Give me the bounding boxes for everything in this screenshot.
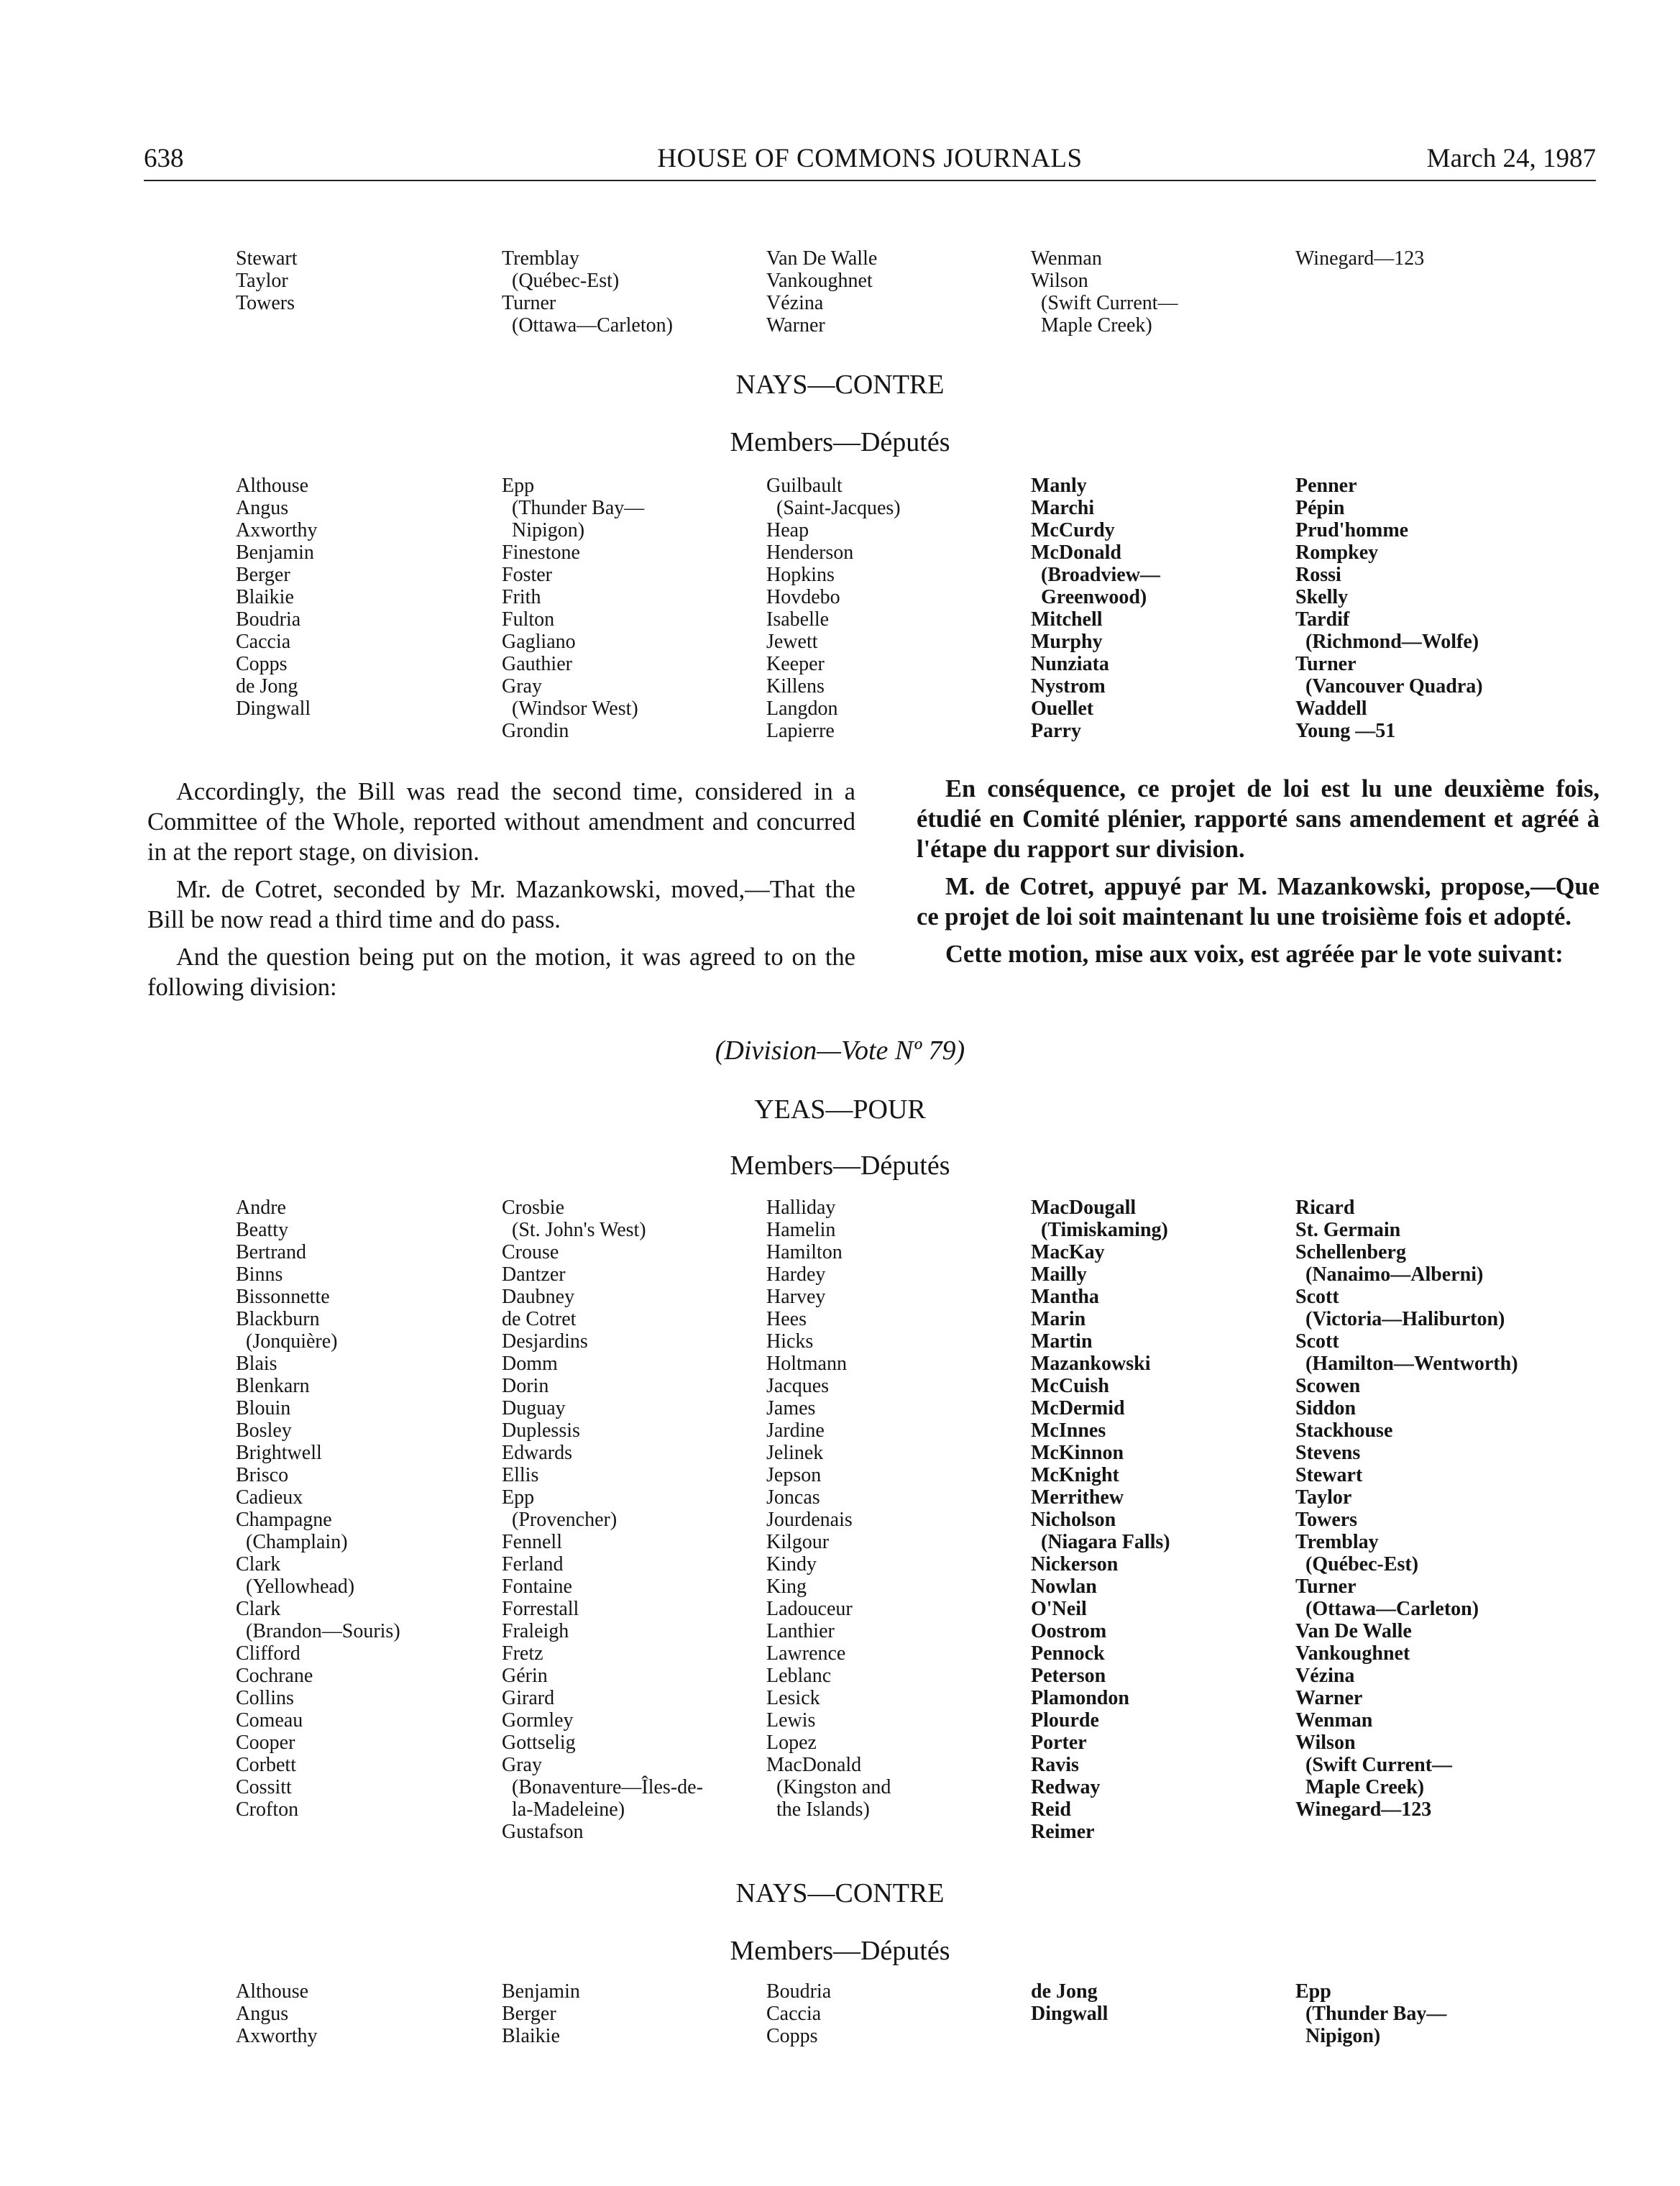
member-name: Manly bbox=[1031, 475, 1087, 497]
member-name: (Swift Current— bbox=[1295, 1754, 1453, 1776]
member-name: Collins bbox=[236, 1687, 294, 1709]
member-name: Copps bbox=[766, 2025, 818, 2047]
member-name: Lanthier bbox=[766, 1620, 835, 1642]
member-name: Girard bbox=[502, 1687, 555, 1709]
member-name: Crofton bbox=[236, 1798, 299, 1821]
member-name: de Jong bbox=[236, 675, 298, 698]
member-name: Berger bbox=[236, 564, 290, 586]
member-name: Cadieux bbox=[236, 1486, 303, 1509]
name-column bbox=[1295, 1197, 1518, 1821]
member-name: Nowlan bbox=[1031, 1576, 1097, 1598]
paragraph: Accordingly, the Bill was read the second time, considered in a Committee of the Whole, reported without amendment and concurred in at the report stage, on division. bbox=[147, 778, 855, 866]
member-name: Hopkins bbox=[766, 564, 835, 586]
member-name: (Bonaventure—Îles-de- bbox=[502, 1776, 703, 1798]
member-name: la-Madeleine) bbox=[502, 1798, 625, 1821]
member-name: Turner bbox=[502, 292, 556, 314]
member-name: Blais bbox=[236, 1353, 277, 1375]
member-name: Jepson bbox=[766, 1464, 822, 1486]
member-name: (Québec-Est) bbox=[1295, 1553, 1419, 1576]
member-name: Axworthy bbox=[236, 2025, 318, 2047]
member-name: (Champlain) bbox=[236, 1531, 348, 1553]
member-name: St. Germain bbox=[1295, 1219, 1401, 1241]
paragraph: Mr. de Cotret, seconded by Mr. Mazankowski, moved,—That the Bill be now read a third time and do pass. bbox=[147, 876, 855, 933]
member-name: Lawrence bbox=[766, 1642, 846, 1665]
nays-heading: NAYS—CONTRE bbox=[735, 1878, 945, 1908]
name-column bbox=[502, 247, 673, 337]
member-name: Tremblay bbox=[1295, 1531, 1379, 1553]
member-name: Frith bbox=[502, 586, 541, 608]
member-name: (Saint-Jacques) bbox=[766, 497, 901, 519]
member-name: Gray bbox=[502, 675, 542, 698]
member-name: Martin bbox=[1031, 1330, 1093, 1353]
name-column bbox=[502, 1980, 580, 2047]
member-name: Keeper bbox=[766, 653, 825, 675]
member-name: Nipigon) bbox=[1295, 2025, 1381, 2047]
member-name: Corbett bbox=[236, 1754, 296, 1776]
member-name: Mitchell bbox=[1031, 608, 1103, 631]
journal-date: March 24, 1987 bbox=[1426, 144, 1596, 173]
member-name: Winegard—123 bbox=[1295, 1798, 1432, 1821]
member-name: Nicholson bbox=[1031, 1509, 1116, 1531]
member-name: Nickerson bbox=[1031, 1553, 1119, 1576]
member-name: Gagliano bbox=[502, 631, 576, 653]
member-name: O'Neil bbox=[1031, 1598, 1087, 1620]
paragraph: And the question being put on the motion, it was agreed to on the following division: bbox=[147, 943, 855, 1001]
member-name: Clark bbox=[236, 1598, 281, 1620]
member-name: Henderson bbox=[766, 541, 854, 564]
member-name: MacDougall bbox=[1031, 1197, 1137, 1219]
member-name: the Islands) bbox=[766, 1798, 870, 1821]
member-name: Blenkarn bbox=[236, 1375, 310, 1397]
name-column bbox=[766, 1980, 831, 2047]
member-name: Ricard bbox=[1295, 1197, 1355, 1219]
member-name: de Cotret bbox=[502, 1308, 577, 1330]
member-name: Binns bbox=[236, 1263, 283, 1286]
member-name: Blackburn bbox=[236, 1308, 320, 1330]
paragraph: M. de Cotret, appuyé par M. Mazankowski, propose,—Que ce projet de loi soit maintenant lu une troisième fois et adopté. bbox=[917, 873, 1599, 930]
member-name: Brisco bbox=[236, 1464, 289, 1486]
member-name: Angus bbox=[236, 497, 289, 519]
member-name: Epp bbox=[502, 475, 535, 497]
member-name: (Hamilton—Wentworth) bbox=[1295, 1353, 1518, 1375]
member-name: Epp bbox=[1295, 1980, 1331, 2003]
member-name: James bbox=[766, 1397, 816, 1419]
member-name: (Thunder Bay— bbox=[502, 497, 645, 519]
member-name: MacKay bbox=[1031, 1241, 1105, 1263]
member-name: Boudria bbox=[766, 1980, 832, 2003]
member-name: Dingwall bbox=[1031, 2003, 1108, 2025]
member-name: Daubney bbox=[502, 1286, 575, 1308]
member-name: Jourdenais bbox=[766, 1509, 853, 1531]
member-name: Fretz bbox=[502, 1642, 543, 1665]
member-name: Fennell bbox=[502, 1531, 562, 1553]
member-name: Maple Creek) bbox=[1295, 1776, 1425, 1798]
member-name: Pennock bbox=[1031, 1642, 1105, 1665]
member-name: Vankoughnet bbox=[1295, 1642, 1410, 1665]
member-name: McKnight bbox=[1031, 1464, 1119, 1486]
members-subheading: Members—Députés bbox=[730, 1151, 950, 1181]
journal-title: HOUSE OF COMMONS JOURNALS bbox=[657, 144, 1083, 173]
member-name: Ravis bbox=[1031, 1754, 1079, 1776]
member-name: Vankoughnet bbox=[766, 270, 873, 292]
member-name: Jacques bbox=[766, 1375, 830, 1397]
member-name: Gustafson bbox=[502, 1821, 584, 1843]
member-name: Cochrane bbox=[236, 1665, 313, 1687]
member-name: Hamelin bbox=[766, 1219, 836, 1241]
member-name: (Jonquière) bbox=[236, 1330, 338, 1353]
member-name: Winegard—123 bbox=[1295, 247, 1425, 270]
english-text bbox=[147, 777, 855, 1010]
member-name: (Timiskaming) bbox=[1031, 1219, 1168, 1241]
member-name: Guilbault bbox=[766, 475, 843, 497]
member-name: Blaikie bbox=[236, 586, 294, 608]
member-name: Jelinek bbox=[766, 1442, 824, 1464]
name-column bbox=[236, 247, 298, 314]
member-name: Hovdebo bbox=[766, 586, 840, 608]
member-name: Edwards bbox=[502, 1442, 572, 1464]
member-name: Dorin bbox=[502, 1375, 549, 1397]
paragraph: Cette motion, mise aux voix, est agréée par le vote suivant: bbox=[945, 941, 1564, 968]
member-name: Warner bbox=[766, 314, 825, 337]
member-name: Gérin bbox=[502, 1665, 548, 1687]
member-name: Murphy bbox=[1031, 631, 1103, 653]
member-name: Crouse bbox=[502, 1241, 559, 1263]
member-name: Young —51 bbox=[1295, 720, 1396, 742]
member-name: (Nanaimo—Alberni) bbox=[1295, 1263, 1484, 1286]
member-name: Ellis bbox=[502, 1464, 539, 1486]
member-name: Hicks bbox=[766, 1330, 814, 1353]
member-name: Comeau bbox=[236, 1709, 303, 1732]
member-name: Fontaine bbox=[502, 1576, 572, 1598]
name-column bbox=[1295, 1980, 1446, 2047]
member-name: Vézina bbox=[1295, 1665, 1355, 1687]
member-name: Boudria bbox=[236, 608, 301, 631]
member-name: Mazankowski bbox=[1031, 1353, 1151, 1375]
member-name: (Ottawa—Carleton) bbox=[502, 314, 673, 337]
member-name: Foster bbox=[502, 564, 552, 586]
member-name: Hees bbox=[766, 1308, 807, 1330]
member-name: Penner bbox=[1295, 475, 1357, 497]
member-name: Jardine bbox=[766, 1419, 825, 1442]
member-name: Harvey bbox=[766, 1286, 826, 1308]
member-name: Marin bbox=[1031, 1308, 1086, 1330]
member-name: Bosley bbox=[236, 1419, 292, 1442]
member-name: Scowen bbox=[1295, 1375, 1361, 1397]
member-name: Warner bbox=[1295, 1687, 1363, 1709]
member-name: Leblanc bbox=[766, 1665, 832, 1687]
name-column bbox=[766, 247, 877, 337]
member-name: Gormley bbox=[502, 1709, 574, 1732]
member-name: (Vancouver Quadra) bbox=[1295, 675, 1483, 698]
member-name: Bissonnette bbox=[236, 1286, 330, 1308]
member-name: Berger bbox=[502, 2003, 556, 2025]
member-name: McInnes bbox=[1031, 1419, 1106, 1442]
name-column bbox=[1031, 247, 1178, 337]
name-column bbox=[766, 475, 901, 742]
members-subheading: Members—Députés bbox=[730, 1936, 950, 1966]
member-name: Peterson bbox=[1031, 1665, 1106, 1687]
member-name: Axworthy bbox=[236, 519, 318, 541]
member-name: Blaikie bbox=[502, 2025, 560, 2047]
member-name: Lapierre bbox=[766, 720, 835, 742]
member-name: Wilson bbox=[1031, 270, 1088, 292]
member-name: Ouellet bbox=[1031, 698, 1094, 720]
member-name: Beatty bbox=[236, 1219, 289, 1241]
member-name: (Ottawa—Carleton) bbox=[1295, 1598, 1479, 1620]
member-name: Clark bbox=[236, 1553, 281, 1576]
member-name: Porter bbox=[1031, 1732, 1087, 1754]
member-name: Gottselig bbox=[502, 1732, 576, 1754]
member-name: Stackhouse bbox=[1295, 1419, 1393, 1442]
header-rule bbox=[144, 180, 1596, 181]
member-name: Stewart bbox=[236, 247, 298, 270]
member-name: McDermid bbox=[1031, 1397, 1125, 1419]
member-name: Greenwood) bbox=[1031, 586, 1147, 608]
member-name: Angus bbox=[236, 2003, 289, 2025]
member-name: Gray bbox=[502, 1754, 542, 1776]
member-name: Tremblay bbox=[502, 247, 579, 270]
member-name: Redway bbox=[1031, 1776, 1101, 1798]
member-name: Stevens bbox=[1295, 1442, 1361, 1464]
member-name: Kindy bbox=[766, 1553, 817, 1576]
member-name: Vézina bbox=[766, 292, 824, 314]
name-column bbox=[1295, 475, 1483, 742]
member-name: Finestone bbox=[502, 541, 580, 564]
member-name: Halliday bbox=[766, 1197, 836, 1219]
member-name: Rompkey bbox=[1295, 541, 1379, 564]
member-name: de Jong bbox=[1031, 1980, 1098, 2003]
member-name: Benjamin bbox=[236, 541, 314, 564]
name-column bbox=[502, 1197, 703, 1843]
yeas-heading: YEAS—POUR bbox=[754, 1094, 926, 1125]
member-name: McDonald bbox=[1031, 541, 1121, 564]
member-name: Siddon bbox=[1295, 1397, 1357, 1419]
member-name: Blouin bbox=[236, 1397, 291, 1419]
member-name: Cossitt bbox=[236, 1776, 292, 1798]
member-name: McKinnon bbox=[1031, 1442, 1124, 1464]
member-name: Stewart bbox=[1295, 1464, 1363, 1486]
division-title: (Division—Vote Nº 79) bbox=[715, 1035, 965, 1066]
member-name: Mantha bbox=[1031, 1286, 1099, 1308]
page-header bbox=[144, 142, 1596, 186]
member-name: (Québec-Est) bbox=[502, 270, 620, 292]
member-name: Holtmann bbox=[766, 1353, 847, 1375]
member-name: Wilson bbox=[1295, 1732, 1356, 1754]
member-name: Grondin bbox=[502, 720, 569, 742]
member-name: Maple Creek) bbox=[1031, 314, 1152, 337]
name-column bbox=[1031, 1197, 1170, 1843]
member-name: Scott bbox=[1295, 1286, 1339, 1308]
member-name: (Swift Current— bbox=[1031, 292, 1178, 314]
member-name: Clifford bbox=[236, 1642, 300, 1665]
member-name: Hamilton bbox=[766, 1241, 843, 1263]
member-name: Plamondon bbox=[1031, 1687, 1129, 1709]
member-name: Althouse bbox=[236, 1980, 309, 2003]
member-name: Domm bbox=[502, 1353, 558, 1375]
member-name: Caccia bbox=[766, 2003, 822, 2025]
paragraph: En conséquence, ce projet de loi est lu une deuxième fois, étudié en Comité plénier, rapporté sans amendement et agréé à l'étape du rapport sur division. bbox=[917, 775, 1599, 863]
member-name: Fraleigh bbox=[502, 1620, 569, 1642]
member-name: Reimer bbox=[1031, 1821, 1095, 1843]
member-name: Brightwell bbox=[236, 1442, 322, 1464]
member-name: Waddell bbox=[1295, 698, 1367, 720]
member-name: Crosbie bbox=[502, 1197, 565, 1219]
name-column bbox=[502, 475, 644, 742]
member-name: Isabelle bbox=[766, 608, 830, 631]
member-name: Merrithew bbox=[1031, 1486, 1124, 1509]
member-name: Mailly bbox=[1031, 1263, 1087, 1286]
french-text bbox=[917, 774, 1599, 977]
member-name: Duplessis bbox=[502, 1419, 580, 1442]
member-name: Scott bbox=[1295, 1330, 1339, 1353]
member-name: Towers bbox=[236, 292, 295, 314]
member-name: (Broadview— bbox=[1031, 564, 1160, 586]
member-name: Kilgour bbox=[766, 1531, 830, 1553]
name-column bbox=[766, 1197, 891, 1821]
member-name: Wenman bbox=[1295, 1709, 1373, 1732]
member-name: Killens bbox=[766, 675, 825, 698]
member-name: Dingwall bbox=[236, 698, 311, 720]
member-name: Lopez bbox=[766, 1732, 817, 1754]
member-name: Duguay bbox=[502, 1397, 566, 1419]
member-name: Marchi bbox=[1031, 497, 1095, 519]
member-name: Althouse bbox=[236, 475, 309, 497]
member-name: Epp bbox=[502, 1486, 535, 1509]
member-name: Turner bbox=[1295, 653, 1357, 675]
member-name: Schellenberg bbox=[1295, 1241, 1406, 1263]
member-name: Benjamin bbox=[502, 1980, 580, 2003]
member-name: Ferland bbox=[502, 1553, 564, 1576]
member-name: (Windsor West) bbox=[502, 698, 638, 720]
member-name: MacDonald bbox=[766, 1754, 862, 1776]
member-name: Nunziata bbox=[1031, 653, 1109, 675]
member-name: McCurdy bbox=[1031, 519, 1115, 541]
member-name: (Kingston and bbox=[766, 1776, 891, 1798]
name-column bbox=[236, 1197, 400, 1821]
member-name: Tardif bbox=[1295, 608, 1350, 631]
member-name: Lewis bbox=[766, 1709, 816, 1732]
member-name: Cooper bbox=[236, 1732, 295, 1754]
member-name: Prud'homme bbox=[1295, 519, 1409, 541]
member-name: Langdon bbox=[766, 698, 838, 720]
member-name: (Thunder Bay— bbox=[1295, 2003, 1447, 2025]
member-name: Skelly bbox=[1295, 586, 1349, 608]
page-number: 638 bbox=[144, 144, 184, 173]
member-name: Copps bbox=[236, 653, 288, 675]
member-name: Taylor bbox=[236, 270, 288, 292]
member-name: Lesick bbox=[766, 1687, 820, 1709]
member-name: King bbox=[766, 1576, 807, 1598]
member-name: Jewett bbox=[766, 631, 818, 653]
name-column bbox=[236, 475, 318, 720]
member-name: Turner bbox=[1295, 1576, 1357, 1598]
nays-heading: NAYS—CONTRE bbox=[735, 370, 945, 400]
member-name: (Victoria—Haliburton) bbox=[1295, 1308, 1505, 1330]
name-column bbox=[1031, 1980, 1108, 2025]
member-name: Oostrom bbox=[1031, 1620, 1107, 1642]
member-name: (Richmond—Wolfe) bbox=[1295, 631, 1479, 653]
member-name: Caccia bbox=[236, 631, 291, 653]
member-name: Fulton bbox=[502, 608, 555, 631]
member-name: Rossi bbox=[1295, 564, 1341, 586]
member-name: Andre bbox=[236, 1197, 286, 1219]
member-name: Van De Walle bbox=[766, 247, 878, 270]
member-name: Taylor bbox=[1295, 1486, 1352, 1509]
name-column bbox=[1031, 475, 1160, 742]
member-name: Nystrom bbox=[1031, 675, 1106, 698]
member-name: Hardey bbox=[766, 1263, 826, 1286]
name-column bbox=[1295, 247, 1424, 270]
member-name: Forrestall bbox=[502, 1598, 579, 1620]
member-name: McCuish bbox=[1031, 1375, 1109, 1397]
member-name: Plourde bbox=[1031, 1709, 1099, 1732]
member-name: (Yellowhead) bbox=[236, 1576, 355, 1598]
member-name: Joncas bbox=[766, 1486, 820, 1509]
member-name: Towers bbox=[1295, 1509, 1358, 1531]
member-name: (Niagara Falls) bbox=[1031, 1531, 1170, 1553]
member-name: Wenman bbox=[1031, 247, 1102, 270]
member-name: Dantzer bbox=[502, 1263, 566, 1286]
name-column bbox=[236, 1980, 318, 2047]
member-name: Heap bbox=[766, 519, 809, 541]
member-name: Van De Walle bbox=[1295, 1620, 1412, 1642]
member-name: (Brandon—Souris) bbox=[236, 1620, 400, 1642]
member-name: (St. John's West) bbox=[502, 1219, 646, 1241]
member-name: Ladouceur bbox=[766, 1598, 853, 1620]
member-name: Bertrand bbox=[236, 1241, 306, 1263]
member-name: Reid bbox=[1031, 1798, 1071, 1821]
member-name: (Provencher) bbox=[502, 1509, 618, 1531]
member-name: Desjardins bbox=[502, 1330, 588, 1353]
member-name: Nipigon) bbox=[502, 519, 585, 541]
member-name: Champagne bbox=[236, 1509, 332, 1531]
member-name: Pépin bbox=[1295, 497, 1345, 519]
member-name: Parry bbox=[1031, 720, 1081, 742]
members-subheading: Members—Députés bbox=[730, 427, 950, 457]
member-name: Gauthier bbox=[502, 653, 572, 675]
